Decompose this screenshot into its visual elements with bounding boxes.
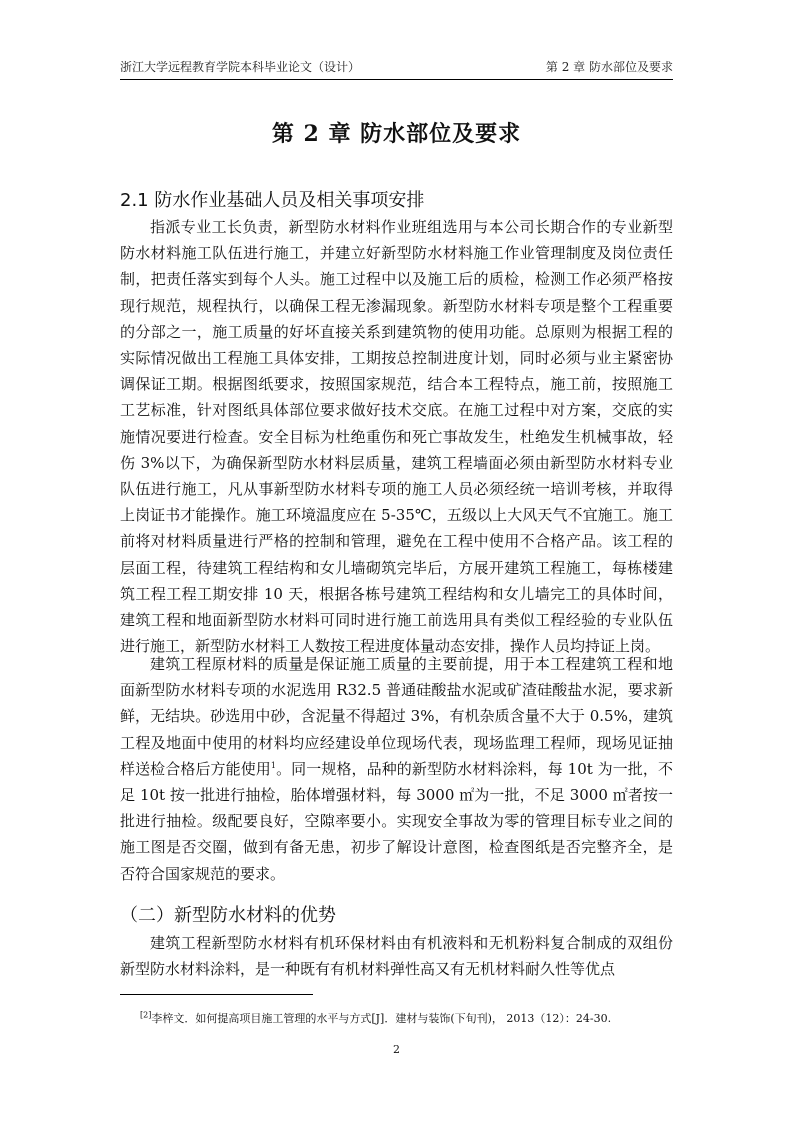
section-heading-advantages: （二）新型防水材料的优势 [120, 905, 336, 926]
paragraph-2-text-b: 。同一规格，品种的新型防水材料涂料，每 10t 为一批，不足 10t 按一批进行抽检，胎体增强材料，每 3000 ㎡为一批，不足 3000 ㎡者按一批进行抽检。级配要良好，空隙率要小。实现安全事故为零的管理目标专业之间的施工图是否交圈，做到有备无患，初步了解设计意图，检查图纸是否完整齐全，是否符合国家规范的要求。 [120, 759, 673, 883]
footnote-divider [120, 994, 313, 995]
section-paragraph-1: 指派专业工长负责，新型防水材料作业班组选用与本公司长期合作的专业新型防水材料施工队伍进行施工，并建立好新型防水材料施工作业管理制度及岗位责任制，把责任落实到每个人头。施工过程中以及施工后的质检，检测工作必须严格按现行规范，规程执行，以确保工程无渗漏现象。新型防水材料专项是整个工程重要的分部之一，施工质量的好坏直接关系到建筑物的使用功能。总原则为根据工程的实际情况做出工程施工具体安排，工期按总控制进度计划，同时必须与业主紧密协调保证工期。根据图纸要求，按照国家规范，结合本工程特点，施工前，按照施工工艺标准，针对图纸具体部位要求做好技术交底。在施工过程中对方案，交底的实施情况要进行检查。安全目标为杜绝重伤和死亡事故发生，杜绝发生机械事故，轻伤 3%以下，为确保新型防水材料层质量，建筑工程墙面必须由新型防水材料专业队伍进行施工，凡从事新型防水材料专项的施工人员必须经统一培训考核，并取得上岗证书才能操作。施工环境温度应在 5-35℃，五级以上大风天气不宜施工。施工前将对材料质量进行严格的控制和管理，避免在工程中使用不合格产品。该工程的层面工程，待建筑工程结构和女儿墙砌筑完毕后，方展开建筑工程施工，每栋楼建筑工程工程工期安排 10 天，根据各栋号建筑工程结构和女儿墙完工的具体时间，建筑工程和地面新型防水材料可同时进行施工前选用具有类似工程经验的专业队伍进行施工，新型防水材料工人数按工程进度体量动态安排，操作人员均持证上岗。 [120, 218, 673, 656]
header-right-chapter: 第 2 章 防水部位及要求 [545, 60, 673, 74]
running-header [120, 58, 673, 78]
footnote-text: 李梓文．如何提高项目施工管理的水平与方式[J]．建材与装饰(下旬刊)， 2013（12）：24-30. [151, 1012, 612, 1025]
paragraph-2-text-a: 建筑工程原材料的质量是保证施工质量的主要前提，用于本工程建筑工程和地面新型防水材料专项的水泥选用 R32.5 普通硅酸盐水泥或矿渣硅酸盐水泥，要求新鲜，无结块。砂选用中砂，含泥量不得超过 3%，有机杂质含量不大于 0.5%，建筑工程及地面中使用的材料均应经建设单位现场代表，现场监理工程师，现场见证抽样送检合格后方能使用 [120, 655, 673, 778]
header-left-title: 浙江大学远程教育学院本科毕业论文（设计） [120, 60, 361, 74]
footnote-reference: 1 [270, 760, 276, 770]
section-2-paragraph-1: 建筑工程新型防水材料有机环保材料由有机液料和无机粉料复合制成的双组份新型防水材料涂料，是一种既有有机材料弹性高又有无机材料耐久性等优点 [120, 934, 673, 979]
header-divider [120, 79, 673, 80]
footnote-marker: [2] [140, 1010, 152, 1020]
page-number: 2 [393, 1043, 400, 1056]
section-paragraph-2 [120, 651, 673, 887]
footnote [140, 1010, 611, 1026]
section-heading-2-1: 2.1 防水作业基础人员及相关事项安排 [120, 190, 425, 211]
chapter-title: 第 2 章 防水部位及要求 [271, 121, 522, 147]
